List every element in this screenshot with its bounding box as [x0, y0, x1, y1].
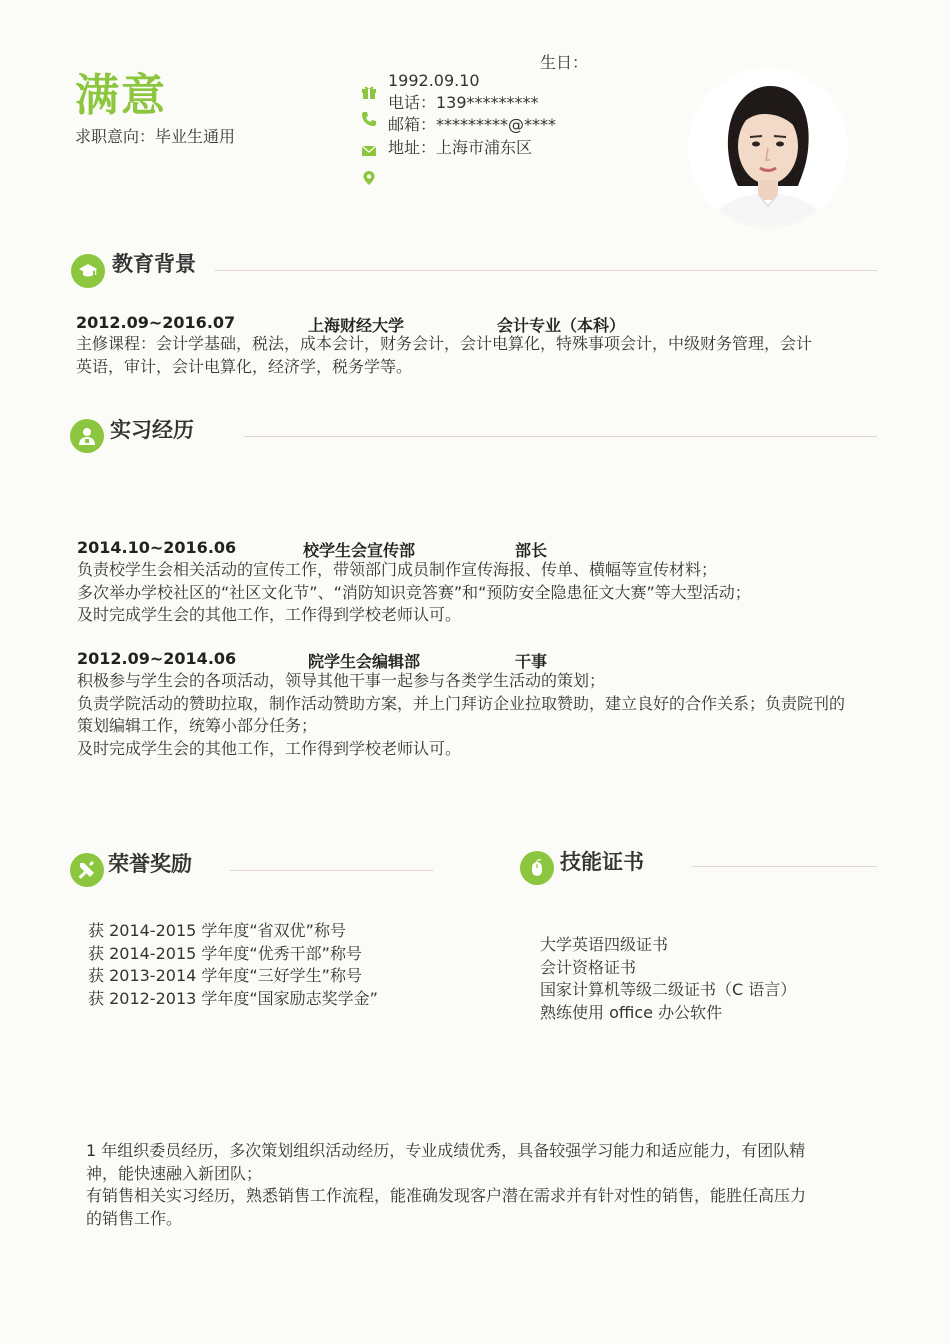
- internship-org: 校学生会宣传部: [303, 541, 416, 560]
- text-line: 积极参与学生会的各项活动，领导其他干事一起参与各类学生活动的策划；: [77, 671, 606, 690]
- birth-value: 1992.09.10: [388, 71, 480, 90]
- text-line: 1 年组织委员经历，多次策划组织活动经历，专业成绩优秀，具备较强学习能力和适应能力，有团队精: [86, 1141, 806, 1160]
- text-line: 英语，审计，会计电算化，经济学，税务学等。: [76, 356, 413, 376]
- text-line: 主修课程：会计学基础，税法，成本会计，财务会计，会计电算化，特殊事项会计，中级财务管理，会计: [76, 334, 813, 353]
- education-title: 教育背景: [112, 252, 196, 276]
- candidate-name: 满意: [75, 70, 167, 121]
- divider: [244, 436, 877, 437]
- list-item: 获 2013-2014 学年度“三好学生”称号: [88, 966, 362, 985]
- list-item: 国家计算机等级二级证书（C 语言）: [540, 980, 797, 999]
- self-summary: [86, 1140, 806, 1230]
- skills-list: [540, 934, 796, 1024]
- divider: [230, 870, 433, 871]
- honors-section-icon: [70, 853, 104, 887]
- tools-icon: [77, 860, 97, 880]
- internship-role: 部长: [515, 541, 548, 560]
- list-item: 会计资格证书: [540, 957, 637, 977]
- phone-text: 电话：139*********: [388, 93, 539, 112]
- internship-title: 实习经历: [110, 418, 194, 442]
- location-icon: [361, 170, 377, 186]
- text-line: 及时完成学生会的其他工作，工作得到学校老师认可。: [77, 605, 462, 624]
- internship-period: 2012.09~2014.06: [77, 649, 237, 668]
- phone-icon: [361, 111, 377, 127]
- education-period: 2012.09~2016.07: [76, 313, 236, 332]
- list-item: 获 2014-2015 学年度“优秀干部”称号: [88, 943, 362, 963]
- text-line: 的销售工作。: [86, 1208, 183, 1228]
- text-line: 有销售相关实习经历，熟悉销售工作流程，能准确发现客户潜在需求并有针对性的销售，能胜任高压力: [86, 1186, 807, 1205]
- address-text: 地址：上海市浦东区: [388, 138, 533, 157]
- birth-label: 生日：: [540, 53, 589, 72]
- divider: [215, 270, 877, 271]
- internship-period: 2014.10~2016.06: [77, 538, 237, 557]
- education-major: 会计专业（本科）: [497, 316, 626, 335]
- text-line: 策划编辑工作，统筹小部分任务；: [77, 716, 318, 735]
- education-school: 上海财经大学: [308, 316, 405, 335]
- person-icon: [77, 426, 97, 446]
- mail-icon: [361, 143, 377, 159]
- internship-org: 院学生会编辑部: [308, 652, 421, 671]
- divider: [692, 866, 877, 867]
- email-text: 邮箱：*********@****: [388, 115, 557, 134]
- avatar: [688, 68, 848, 228]
- education-courses: [76, 333, 812, 378]
- gift-icon: [361, 84, 377, 100]
- text-line: 多次举办学校社区的“社区文化节”、“消防知识竞答赛”和“预防安全隐患征文大赛”等大型活动；: [77, 582, 751, 602]
- mouse-icon: [527, 858, 547, 878]
- graduation-cap-icon: [78, 261, 98, 281]
- internship-details: [77, 559, 751, 627]
- text-line: 及时完成学生会的其他工作，工作得到学校老师认可。: [77, 738, 462, 758]
- skills-section-icon: [520, 851, 554, 885]
- text-line: 负责学院活动的赞助拉取，制作活动赞助方案，并上门拜访企业拉取赞助，建立良好的合作关系；负责院刊的: [77, 693, 846, 713]
- text-line: 神，能快速融入新团队；: [86, 1163, 263, 1183]
- internship-details: [77, 670, 845, 760]
- skills-title: 技能证书: [560, 850, 644, 874]
- job-intent: 求职意向：毕业生通用: [75, 127, 236, 146]
- internship-role: 干事: [515, 652, 548, 671]
- list-item: 大学英语四级证书: [540, 935, 669, 954]
- honors-list: [88, 920, 378, 1010]
- internship-section-icon: [70, 419, 104, 453]
- list-item: 熟练使用 office 办公软件: [540, 1002, 723, 1022]
- text-line: 负责校学生会相关活动的宣传工作，带领部门成员制作宣传海报、传单、横幅等宣传材料；: [77, 560, 718, 579]
- list-item: 获 2014-2015 学年度“省双优”称号: [88, 921, 346, 940]
- education-section-icon: [71, 254, 105, 288]
- honors-title: 荣誉奖励: [108, 852, 192, 876]
- list-item: 获 2012-2013 学年度“国家励志奖学金”: [88, 988, 378, 1008]
